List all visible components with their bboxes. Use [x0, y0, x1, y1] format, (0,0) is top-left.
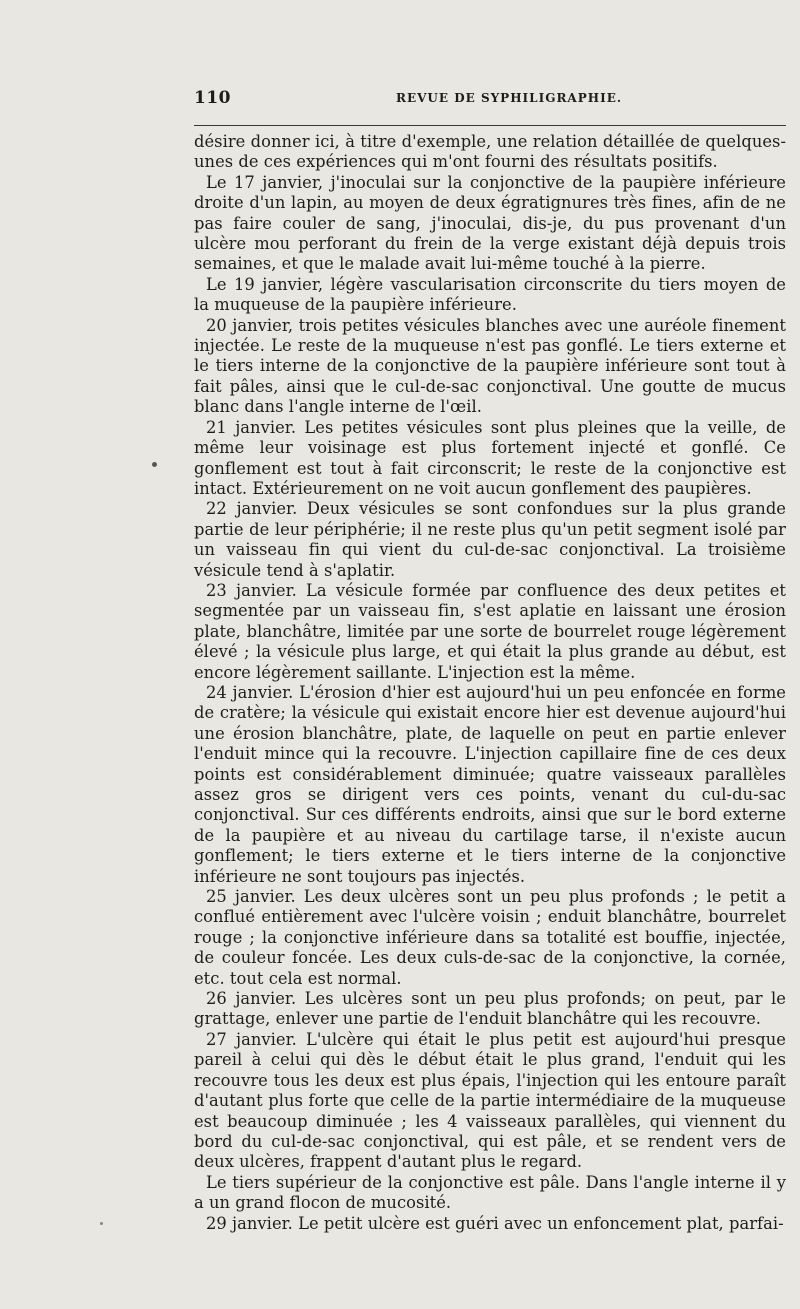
- paragraph: Le tiers supérieur de la conjonctive est pâle. Dans l'angle interne il y a un grand flocon de mucosité.: [194, 1172, 786, 1213]
- margin-dot: [152, 462, 157, 467]
- page-header: [194, 88, 786, 112]
- paragraph: 21 janvier. Les petites vésicules sont plus pleines que la veille, de même leur voisinage est plus fortement injecté et gonflé. Ce gonflement est tout à fait circonscrit; le reste de la conjonctive est intact. Extérieurement on ne voit aucun gonflement des paupières.: [194, 417, 786, 498]
- paragraph: désire donner ici, à titre d'exemple, une relation détaillée de quelques-unes de ces expériences qui m'ont fourni des résultats positifs.: [194, 132, 786, 172]
- paragraph: 25 janvier. Les deux ulcères sont un peu plus profonds ; le petit a conflué entièrement avec l'ulcère voisin ; enduit blanchâtre, bourrelet rouge ; la conjonctive inférieure dans sa totalité est bouffie, injectée, de couleur foncée. Les deux culs-de-sac de la conjonctive, la cornée, etc. tout cela est normal.: [194, 887, 786, 988]
- paragraph: Le 19 janvier, légère vascularisation circonscrite du tiers moyen de la muqueuse de la paupière inférieure.: [194, 274, 786, 315]
- paragraph: 27 janvier. L'ulcère qui était le plus petit est aujourd'hui presque pareil à celui qui dès le début était le plus grand, l'enduit qui les recouvre tous les deux est plus épais, l'injection qui les entoure paraît d'autant plus forte que celle de la partie intermédiaire de la muqueuse est beaucoup diminuée ; les 4 vaisseaux parallèles, qui viennent du bord du cul-de-sac conjonctival, qui est pâle, et se rendent vers de deux ulcères, frappent d'autant plus le regard.: [194, 1029, 786, 1172]
- paragraph: Le 17 janvier, j'inoculai sur la conjonctive de la paupière inférieure droite d'un lapin, au moyen de deux égratignures très fines, afin de ne pas faire couler de sang, j'inoculai, dis-je, du pus provenant d'un ulcère mou perforant du frein de la verge existant déjà depuis trois semaines, et que le malade avait lui-même touché à la pierre.: [194, 172, 786, 274]
- paragraph: 23 janvier. La vésicule formée par confluence des deux petites et segmentée par un vaisseau fin, s'est aplatie en laissant une érosion plate, blanchâtre, limitée par une sorte de bourrelet rouge légèrement élevé ; la vésicule plus large, et qui était la plus grande au début, est encore légèrement saillante. L'injection est la même.: [194, 580, 786, 682]
- running-title: REVUE DE SYPHILIGRAPHIE.: [396, 91, 623, 105]
- page-number: 110: [194, 88, 231, 108]
- paragraph: 22 janvier. Deux vésicules se sont confondues sur la plus grande partie de leur périphérie; il ne reste plus qu'un petit segment isolé par un vaisseau fin qui vient du cul-de-sac conjonctival. La troisième vésicule tend à s'aplatir.: [194, 499, 786, 580]
- margin-speck: [100, 1222, 103, 1225]
- paragraph: 29 janvier. Le petit ulcère est guéri avec un enfoncement plat, parfai-: [206, 1213, 784, 1233]
- paragraph: 20 janvier, trois petites vésicules blanches avec une auréole finement injectée. Le reste de la muqueuse n'est pas gonflé. Le tiers externe et le tiers interne de la conjonctive de la paupière inférieure sont tout à fait pâles, ainsi que le cul-de-sac conjonctival. Une goutte de mucus blanc dans l'angle interne de l'œil.: [194, 315, 786, 417]
- paragraph: 24 janvier. L'érosion d'hier est aujourd'hui un peu enfoncée en forme de cratère; la vésicule qui existait encore hier est devenue aujourd'hui une érosion blanchâtre, plate, de laquelle on peut en partie enlever l'enduit mince qui la recouvre. L'injection capillaire fine de ces deux points est considérablement diminuée; quatre vaisseaux parallèles assez gros se dirigent vers ces points, venant du cul-du-sac conjonctival. Sur ces différents endroits, ainsi que sur le bord externe de la paupière et au niveau du cartilage tarse, il n'existe aucun gonflement; le tiers externe et le tiers interne de la conjonctive inférieure ne sont toujours pas injectés.: [194, 682, 786, 886]
- body-text: [194, 132, 786, 1234]
- header-rule: [194, 125, 786, 126]
- paragraph: 26 janvier. Les ulcères sont un peu plus profonds; on peut, par le grattage, enlever une partie de l'enduit blanchâtre qui les recouvre.: [194, 989, 786, 1029]
